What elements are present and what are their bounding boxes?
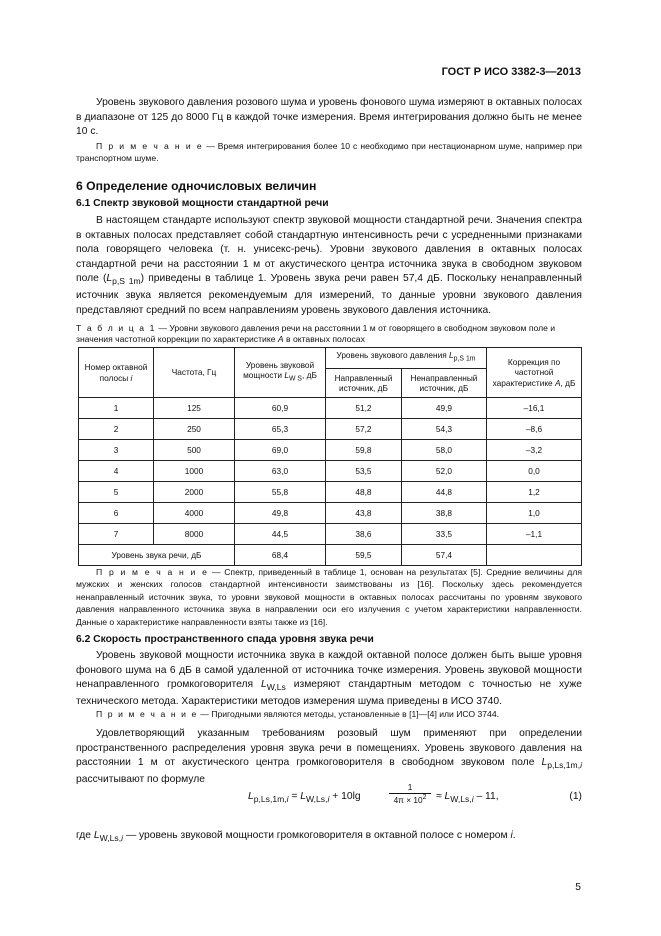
header-text: Уровень звуковой мощности bbox=[243, 359, 315, 381]
header-text: Номер октавной полосы bbox=[84, 362, 148, 383]
formula-symbol: L bbox=[248, 791, 254, 802]
section-6-2-paragraph-2 bbox=[76, 727, 582, 787]
italic-text: i bbox=[510, 830, 513, 841]
cell-omni: 33,5 bbox=[401, 524, 486, 545]
note-text: — Время интегрирования более 10 с необходимо при нестационарном шуме, например при транспортном шуме. bbox=[76, 141, 582, 164]
header-symbol: L bbox=[449, 350, 454, 361]
symbol: L bbox=[106, 273, 113, 285]
header-directional: Направленный источник, дБ bbox=[326, 369, 402, 398]
section-6-heading: 6 Определение одночисловых величин bbox=[76, 179, 317, 193]
cell-power: 44,5 bbox=[235, 524, 326, 545]
header-omnidirectional: Ненаправленный источник, дБ bbox=[401, 369, 486, 398]
symbol: L bbox=[93, 830, 100, 841]
cell-directional: 59,5 bbox=[326, 545, 402, 566]
symbol-subscript: W,Ls bbox=[266, 682, 286, 693]
subscript-italic: i bbox=[121, 833, 123, 844]
cell-correction: 1,2 bbox=[487, 482, 582, 503]
section-6-1-heading: 6.1 Спектр звуковой мощности стандартной речи bbox=[76, 198, 329, 209]
subscript-text: p,Ls,1m, bbox=[547, 760, 581, 771]
cell-omni: 38,8 bbox=[401, 503, 486, 524]
cell-omni: 58,0 bbox=[401, 440, 486, 461]
table-row bbox=[79, 440, 582, 461]
header-italic: A bbox=[554, 377, 561, 388]
cell-directional: 43,8 bbox=[326, 503, 402, 524]
subscript-text: W,Ls, bbox=[306, 794, 328, 805]
cell-frequency: 4000 bbox=[154, 503, 235, 524]
table-1 bbox=[78, 347, 582, 566]
cell-correction: –3,2 bbox=[487, 440, 582, 461]
cell-power: 49,8 bbox=[235, 503, 326, 524]
cell-band: 3 bbox=[79, 440, 154, 461]
section-6-2-paragraph-1 bbox=[76, 649, 582, 709]
header-unit: , дБ bbox=[560, 377, 576, 388]
formula-operator: + 10lg bbox=[329, 791, 361, 802]
text-part: — уровень звуковой мощности громкоговорителя в октавной полосе с номером bbox=[122, 830, 511, 841]
header-symbol: L bbox=[284, 370, 289, 381]
note-label: П р и м е ч а н и е bbox=[96, 567, 209, 577]
formula-symbol: L bbox=[444, 791, 451, 802]
table-1-caption bbox=[76, 323, 582, 345]
cell-frequency: 8000 bbox=[154, 524, 235, 545]
cell-omni: 57,4 bbox=[401, 545, 486, 566]
note-text: — Спектр, приведенный в таблице 1, основан на результатах [5]. Средние величины для мужских и женских голосов стандартной интенсивности заимствованы из [16]. Поскольку здесь рекомендуется ненаправленный источник звука, то уровни звуковой мощности в октавных полосах рассчитаны по уровням звукового давления направленного источника звука в направлении оси его излучения с учетом характеристики направленности. Данные о характеристике направленности взяты также из [16]. bbox=[76, 567, 582, 627]
cell-power: 55,8 bbox=[235, 482, 326, 503]
cell-correction: –1,1 bbox=[487, 524, 582, 545]
formula-number: (1) bbox=[569, 791, 582, 802]
formula-operator: = bbox=[288, 791, 301, 802]
symbol-subscript bbox=[547, 760, 582, 770]
cell-directional: 57,2 bbox=[326, 419, 402, 440]
subscript-text: p,Ls,1m, bbox=[253, 794, 287, 805]
text-part: рассчитывают по формуле bbox=[76, 773, 205, 785]
table-row bbox=[79, 419, 582, 440]
cell-directional: 48,8 bbox=[326, 482, 402, 503]
header-band bbox=[79, 348, 154, 398]
cell-omni: 44,8 bbox=[401, 482, 486, 503]
intro-paragraph: Уровень звукового давления розового шума и уровень фонового шума измеряют в октавных полосах в диапазоне от 125 до 8000 Гц в каждой точке измерения. Время интегрирования должно быть не менее 10 с. bbox=[76, 97, 582, 138]
table-row bbox=[79, 503, 582, 524]
formula-left bbox=[248, 791, 361, 804]
cell-band: 4 bbox=[79, 461, 154, 482]
cell-power: 65,3 bbox=[235, 419, 326, 440]
table-total-row bbox=[79, 545, 582, 566]
table-label: Т а б л и ц а 1 bbox=[76, 323, 156, 333]
cell-frequency: 125 bbox=[154, 398, 235, 419]
text-part: В настоящем стандарте используют спектр звуковой мощности стандартной речи. Значения спектра в октавных полосах представляет собой стандартную интенсивность речи с усредненными признаками пола говорящего человека (т. н. унисекс-речь). Уровни звукового давления в октавных полосах стандартной речи на расстоянии 1 м от акустического центра источника звука в свободном звуковом поле ( bbox=[76, 215, 582, 285]
header-italic: i bbox=[130, 372, 133, 383]
cell-omni: 49,9 bbox=[401, 398, 486, 419]
cell-correction: 0,0 bbox=[487, 461, 582, 482]
symbol-subscript: p,S 1m bbox=[112, 276, 141, 287]
header-subscript: p,S 1m bbox=[453, 356, 476, 364]
standard-header: ГОСТ Р ИСО 3382-3—2013 bbox=[441, 66, 581, 78]
header-power-level bbox=[235, 348, 326, 398]
caption-italic: A bbox=[277, 334, 284, 344]
formula-1 bbox=[76, 782, 582, 822]
text-part: где bbox=[76, 830, 94, 841]
table-note bbox=[76, 566, 582, 628]
subscript-italic: i bbox=[471, 794, 474, 805]
cell-frequency: 250 bbox=[154, 419, 235, 440]
cell-power: 68,4 bbox=[235, 545, 326, 566]
denominator-exponent: 2 bbox=[422, 794, 427, 801]
subscript-text: W,Ls, bbox=[450, 794, 472, 805]
cell-band: 5 bbox=[79, 482, 154, 503]
text-part: измеряют стандартным методом с точностью не хуже технического метода. Характеристики методов измерения шума приведены в ИСО 3740. bbox=[76, 679, 583, 707]
note-label: П р и м е ч а н и е bbox=[96, 709, 198, 719]
cell-directional: 38,6 bbox=[326, 524, 402, 545]
header-spl-group bbox=[326, 348, 487, 369]
formula-explanation bbox=[76, 829, 582, 846]
cell-power: 69,0 bbox=[235, 440, 326, 461]
cell-directional: 59,8 bbox=[326, 440, 402, 461]
formula-symbol: L bbox=[300, 791, 307, 802]
cell-frequency: 1000 bbox=[154, 461, 235, 482]
symbol: L bbox=[261, 679, 267, 691]
cell-band: 2 bbox=[79, 419, 154, 440]
cell-total-label: Уровень звука речи, дБ bbox=[79, 545, 235, 566]
cell-directional: 51,2 bbox=[326, 398, 402, 419]
text-part: Уровень звуковой мощности источника звука в каждой октавной полосе должен быть выше уровня фонового шума на 6 дБ в самой удаленной от источника точке измерения. Уровень звуковой мощности ненаправленного громкоговорителя bbox=[76, 650, 582, 691]
page-number: 5 bbox=[575, 882, 581, 893]
cell-band: 6 bbox=[79, 503, 154, 524]
cell-band: 7 bbox=[79, 524, 154, 545]
text-part: Удовлетворяющий указанным требованиям розовый шум применяют при определении пространственного распределения уровня звука речи в помещениях. Уровень звукового давления на расстоянии 1 м от акустического центра громкоговорителя в свободном звуковом поле bbox=[76, 728, 582, 769]
fraction-numerator: 1 bbox=[389, 782, 431, 794]
cell-correction: –16,1 bbox=[487, 398, 582, 419]
intro-note bbox=[76, 140, 582, 165]
cell-directional: 53,5 bbox=[326, 461, 402, 482]
section-6-2-note bbox=[76, 708, 582, 720]
formula-subscript bbox=[254, 794, 289, 804]
formula-fraction bbox=[389, 782, 431, 805]
cell-power: 63,0 bbox=[235, 461, 326, 482]
caption-text: — Уровни звукового давления речи на расстоянии 1 м от говорящего в свободном звуковом поле и значения частотной коррекции по характеристике bbox=[76, 323, 556, 344]
formula-subscript bbox=[450, 794, 473, 804]
caption-text: в октавных полосах bbox=[283, 334, 365, 344]
table-row bbox=[79, 461, 582, 482]
formula-subscript bbox=[306, 794, 329, 804]
cell-omni: 52,0 bbox=[401, 461, 486, 482]
denominator-text: 4π × 10 bbox=[393, 794, 423, 805]
text-part: . bbox=[512, 830, 516, 841]
table-row bbox=[79, 398, 582, 419]
header-frequency: Частота, Гц bbox=[154, 348, 235, 398]
subscript-italic: i bbox=[327, 794, 330, 805]
formula-right bbox=[436, 791, 499, 804]
cell-correction bbox=[487, 545, 582, 566]
header-unit: , дБ bbox=[302, 370, 317, 381]
table-row bbox=[79, 524, 582, 545]
symbol-subscript bbox=[100, 833, 123, 843]
formula-operator: – 11, bbox=[473, 791, 499, 802]
section-6-1-paragraph bbox=[76, 214, 582, 318]
header-subscript: W S bbox=[288, 375, 302, 383]
cell-band: 1 bbox=[79, 398, 154, 419]
note-label: П р и м е ч а н и е bbox=[96, 141, 204, 151]
text-part: ) приведены в таблице 1. Уровень звука речи равен 57,4 дБ. Поскольку ненаправленный источник звука является рекомендуемым для измерений, то данные уровни звукового давления представляют средний по всем направлениям уровень звукового давления источника. bbox=[76, 273, 582, 316]
symbol: L bbox=[541, 757, 548, 769]
header-a-correction bbox=[487, 348, 582, 398]
subscript-italic: i bbox=[286, 794, 289, 805]
cell-power: 60,9 bbox=[235, 398, 326, 419]
header-text: Коррекция по частотной характеристике bbox=[492, 356, 561, 388]
subscript-italic: i bbox=[580, 760, 582, 771]
cell-correction: 1,0 bbox=[487, 503, 582, 524]
cell-correction: –8,6 bbox=[487, 419, 582, 440]
table-row bbox=[79, 482, 582, 503]
subscript-text: W,Ls, bbox=[99, 833, 122, 844]
cell-omni: 54,3 bbox=[401, 419, 486, 440]
cell-frequency: 2000 bbox=[154, 482, 235, 503]
formula-operator: ≈ bbox=[436, 791, 445, 802]
cell-frequency: 500 bbox=[154, 440, 235, 461]
header-text: Уровень звукового давления bbox=[336, 350, 450, 361]
fraction-denominator bbox=[389, 794, 431, 805]
section-6-2-heading: 6.2 Скорость пространственного спада уровня звука речи bbox=[76, 634, 374, 645]
note-text: — Пригодными являются методы, установленные в [1]—[4] или ИСО 3744. bbox=[197, 709, 499, 719]
